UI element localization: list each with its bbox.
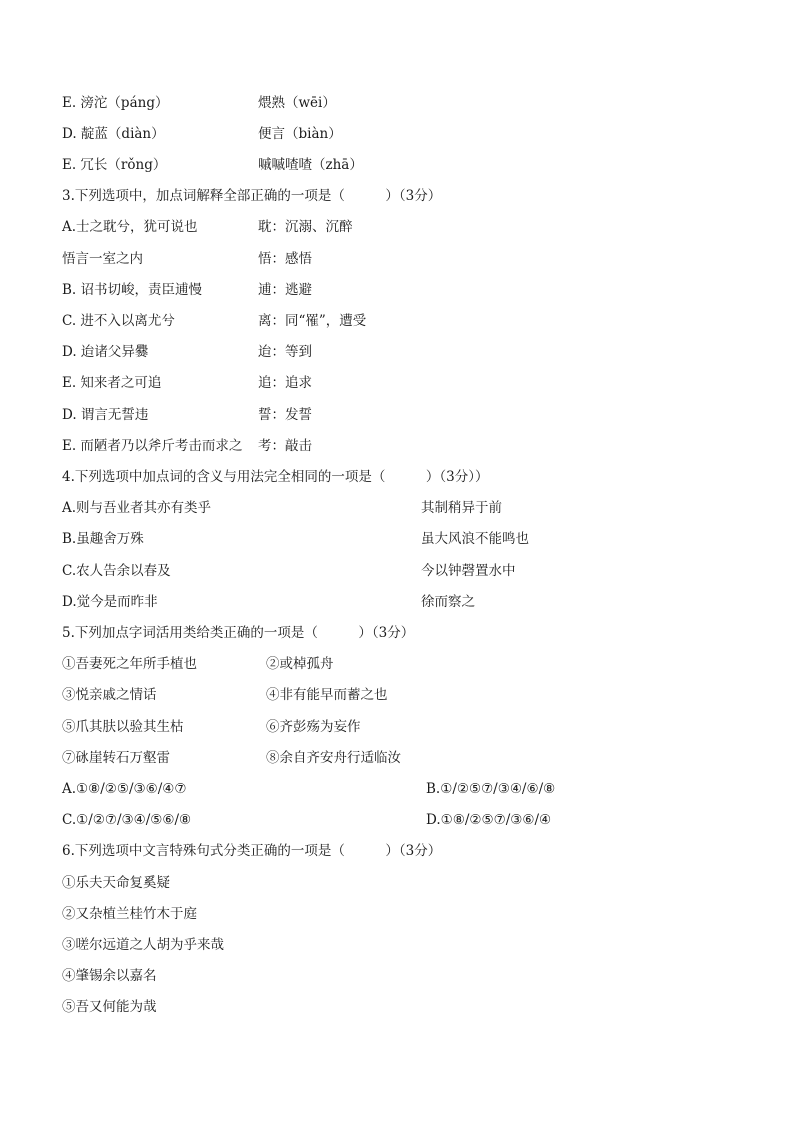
sentence-text: ③嗟尔远道之人胡为乎来哉 — [62, 937, 224, 953]
sentence-text: ⑤吾又何能为哉 — [62, 999, 157, 1015]
question-5 — [62, 622, 754, 644]
sentence-text: ④肇锡余以嘉名 — [62, 968, 157, 984]
sentence-item — [62, 996, 754, 1018]
option-left: 悟言一室之内 — [62, 251, 143, 267]
option-left: D. 迨诸父异爨 — [62, 344, 149, 360]
option-row — [62, 653, 754, 675]
option-right: 耽：沉溺、沉醉 — [258, 219, 353, 235]
option-left: ⑦砯崖转石万壑雷 — [62, 750, 170, 766]
option-row — [62, 684, 754, 706]
option-left: E. 滂沱（páng） — [62, 95, 169, 111]
option-right: 煨熟（wēi） — [258, 95, 336, 111]
option-right: 悟：感悟 — [258, 251, 312, 267]
option-left: D.觉今是而昨非 — [62, 594, 158, 610]
answer-row — [62, 778, 754, 800]
option-row — [62, 123, 754, 145]
option-row — [62, 310, 754, 332]
option-right: 离：同“罹”，遭受 — [258, 313, 367, 329]
option-left: E. 知来者之可追 — [62, 375, 162, 391]
option-left: E. 而陋者乃以斧斤考击而求之 — [62, 438, 243, 454]
option-right: 逋：逃避 — [258, 282, 312, 298]
option-left: C.农人告余以春及 — [62, 563, 171, 579]
option-left: C. 进不入以离尤兮 — [62, 313, 175, 329]
question-text: 6.下列选项中文言特殊句式分类正确的一项是（ ）（3分） — [62, 843, 442, 859]
question-text: 3.下列选项中，加点词解释全部正确的一项是（ ）（3分） — [62, 188, 442, 204]
option-right: 嘁嘁喳喳（zhā） — [258, 157, 363, 173]
option-right: 誓：发誓 — [258, 407, 312, 423]
option-left: B.虽趣舍万殊 — [62, 531, 144, 547]
option-row — [62, 248, 754, 270]
answer-choice-a: A.①⑧/②⑤/③⑥/④⑦ — [62, 781, 187, 797]
option-row — [62, 716, 754, 738]
option-right: ⑧余自齐安舟行适临汝 — [266, 750, 401, 766]
sentence-text: ①乐夫天命复奚疑 — [62, 875, 170, 891]
sentence-item — [62, 965, 754, 987]
option-left: D. 靛蓝（diàn） — [62, 126, 165, 142]
answer-row — [62, 809, 754, 831]
option-right: ②或棹孤舟 — [266, 656, 334, 672]
option-right: 考：敲击 — [258, 438, 312, 454]
question-4 — [62, 466, 754, 488]
option-left: ③悦亲戚之情话 — [62, 687, 157, 703]
option-row — [62, 747, 754, 769]
option-left: A.则与吾业者其亦有类乎 — [62, 500, 212, 516]
answer-choice-c: C.①/②⑦/③④/⑤⑥/⑧ — [62, 812, 192, 828]
sentence-item — [62, 872, 754, 894]
option-right: 便言（biàn） — [258, 126, 342, 142]
option-left: E. 冗长（rǒng） — [62, 157, 167, 173]
option-right: 虽大风浪不能鸣也 — [421, 531, 529, 547]
sentence-text: ②又杂植兰桂竹木于庭 — [62, 906, 197, 922]
option-row — [62, 560, 754, 582]
option-right: 迨：等到 — [258, 344, 312, 360]
option-row — [62, 154, 754, 176]
option-row — [62, 528, 754, 550]
option-right: ④非有能早而蓄之也 — [266, 687, 388, 703]
option-right: ⑥齐彭殇为妄作 — [266, 719, 361, 735]
sentence-item — [62, 903, 754, 925]
option-left: B. 诏书切峻，责臣逋慢 — [62, 282, 203, 298]
option-left: ⑤爪其肤以验其生枯 — [62, 719, 184, 735]
option-row — [62, 404, 754, 426]
option-row — [62, 279, 754, 301]
option-left: A.士之耽兮，犹可说也 — [62, 219, 198, 235]
answer-choice-d: D.①⑧/②⑤⑦/③⑥/④ — [426, 812, 552, 828]
question-text: 4.下列选项中加点词的含义与用法完全相同的一项是（ ）（3分）） — [62, 469, 489, 485]
question-text: 5.下列加点字词活用类给类正确的一项是（ ）（3分） — [62, 625, 415, 641]
option-row — [62, 216, 754, 238]
option-row — [62, 591, 754, 613]
option-row — [62, 497, 754, 519]
option-row — [62, 341, 754, 363]
option-row — [62, 372, 754, 394]
option-left: D. 谓言无誓违 — [62, 407, 149, 423]
option-row — [62, 92, 754, 114]
question-6 — [62, 840, 754, 862]
option-left: ①吾妻死之年所手植也 — [62, 656, 197, 672]
question-3 — [62, 185, 754, 207]
option-right: 徐而察之 — [421, 594, 475, 610]
answer-choice-b: B.①/②⑤⑦/③④/⑥/⑧ — [426, 781, 556, 797]
option-right: 追：追求 — [258, 375, 312, 391]
option-right: 其制稍异于前 — [421, 500, 502, 516]
option-row — [62, 435, 754, 457]
sentence-item — [62, 934, 754, 956]
option-right: 今以钟磬置水中 — [421, 563, 516, 579]
